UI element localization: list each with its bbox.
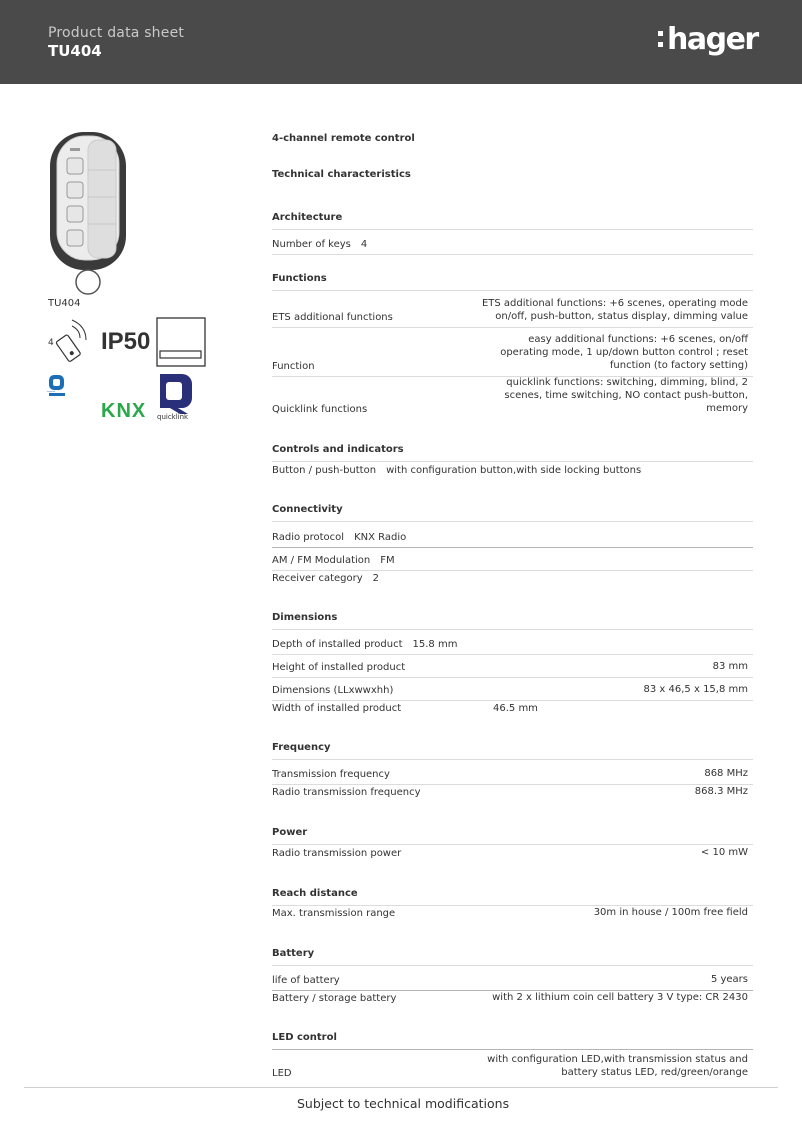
spec-value: < 10 mW (700, 847, 748, 858)
spec-label: Depth of installed product (272, 639, 403, 650)
spec-label: ETS additional functions (272, 312, 393, 323)
spec-value: 83 mm (712, 661, 748, 672)
spec-label: LED (272, 1068, 292, 1079)
spec-row (272, 846, 753, 863)
section-controls-indicators: Controls and indicators (272, 444, 753, 462)
document-type: Product data sheet (48, 25, 185, 41)
spec-label: life of battery (272, 975, 340, 986)
spec-label: Width of installed product (272, 703, 402, 714)
spec-value: 30m in house / 100m free field (593, 907, 748, 918)
logo-dots-icon (658, 28, 664, 50)
spec-label: Quicklink functions (272, 404, 368, 415)
spec-value: 868 MHz (704, 768, 748, 779)
product-image (48, 130, 128, 298)
spec-label: AM / FM Modulation (272, 555, 371, 566)
product-title: 4-channel remote control (272, 133, 415, 144)
spec-row (272, 548, 753, 571)
spec-value: 15.8 mm (412, 639, 458, 650)
spec-label: Radio transmission power (272, 848, 402, 859)
spec-row (272, 377, 753, 419)
spec-row (272, 571, 753, 588)
spec-value-line: on/off, push-button, status display, dimming value (495, 311, 748, 322)
quicklink-icon (156, 372, 194, 414)
section-architecture: Architecture (272, 212, 753, 230)
product-code: TU404 (48, 42, 102, 60)
spec-value: 5 years (710, 974, 748, 985)
spec-value: FM (380, 555, 395, 566)
spec-value-line: memory (706, 403, 748, 414)
footer-note: Subject to technical modifications (297, 1096, 510, 1111)
spec-label: Function (272, 361, 315, 372)
spec-row (272, 678, 753, 701)
spec-label: Receiver category (272, 573, 363, 584)
spec-row (272, 328, 753, 377)
spec-row (272, 701, 753, 718)
spec-value: KNX Radio (354, 532, 407, 543)
spec-label: Height of installed product (272, 662, 406, 673)
hager-logo: hager (658, 20, 758, 60)
spec-label: Radio protocol (272, 532, 345, 543)
section-power: Power (272, 827, 753, 845)
knx-logo: KNX (101, 400, 147, 422)
spec-row (272, 1051, 753, 1083)
spec-row (272, 523, 753, 548)
section-reach-distance: Reach distance (272, 888, 753, 906)
spec-value: with configuration button,with side locking buttons (386, 465, 642, 476)
section-dimensions: Dimensions (272, 612, 753, 630)
spec-row (272, 762, 753, 785)
quicklink-label: quicklink (157, 413, 189, 421)
easylink-label: easylink (47, 391, 56, 393)
spec-value: with 2 x lithium coin cell battery 3 V type: CR 2430 (492, 992, 748, 1003)
spec-row (272, 291, 753, 328)
keys-count-mark: 4 (48, 338, 54, 348)
spec-value: 2 (372, 573, 380, 584)
spec-label: Button / push-button (272, 465, 377, 476)
spec-value-line: quicklink functions: switching, dimming, blind, 2 (506, 377, 748, 388)
spec-value-line: scenes, time switching, NO contact push-button, (504, 390, 748, 401)
spec-value-line: with configuration LED,with transmission status and (487, 1054, 748, 1065)
footer-divider (24, 1087, 778, 1088)
spec-value-line: ETS additional functions: +6 scenes, operating mode (481, 298, 748, 309)
spec-label: Dimensions (LLxwwxhh) (272, 685, 394, 696)
spec-row (272, 655, 753, 678)
section-functions: Functions (272, 273, 753, 291)
spec-value: 868.3 MHz (694, 786, 748, 797)
radio-keys-icon (48, 316, 88, 366)
spec-label: Number of keys (272, 239, 351, 250)
spec-row (272, 906, 753, 923)
section-battery: Battery (272, 948, 753, 966)
section-connectivity: Connectivity (272, 504, 753, 522)
spec-label: Radio transmission frequency (272, 787, 421, 798)
easylink-icon (48, 374, 66, 398)
product-label: TU404 (48, 298, 81, 309)
spec-label: Transmission frequency (272, 769, 390, 780)
section-led-control: LED control (272, 1032, 753, 1050)
spec-row (272, 463, 753, 480)
page-header (0, 0, 802, 84)
spec-value: 46.5 mm (493, 703, 538, 714)
spec-value: 4 (360, 239, 368, 250)
spec-row (272, 631, 753, 655)
spec-row (272, 785, 753, 802)
spec-label: Battery / storage battery (272, 993, 397, 1004)
technical-characteristics-heading: Technical characteristics (272, 169, 411, 180)
spec-label: Max. transmission range (272, 908, 396, 919)
spec-row (272, 991, 753, 1008)
spec-row (272, 231, 753, 255)
spec-value-line: operating mode, 1 up/down button control ; reset (500, 347, 748, 358)
spec-value: 83 x 46,5 x 15,8 mm (643, 684, 748, 695)
section-frequency: Frequency (272, 742, 753, 760)
spec-row (272, 967, 753, 991)
ip-rating: IP50 (101, 328, 151, 355)
spec-value-line: function (to factory setting) (609, 360, 748, 371)
spec-value-line: easy additional functions: +6 scenes, on/off (528, 334, 748, 345)
spec-value-line: battery status LED, red/green/orange (561, 1067, 748, 1078)
flush-mount-icon (156, 317, 206, 367)
